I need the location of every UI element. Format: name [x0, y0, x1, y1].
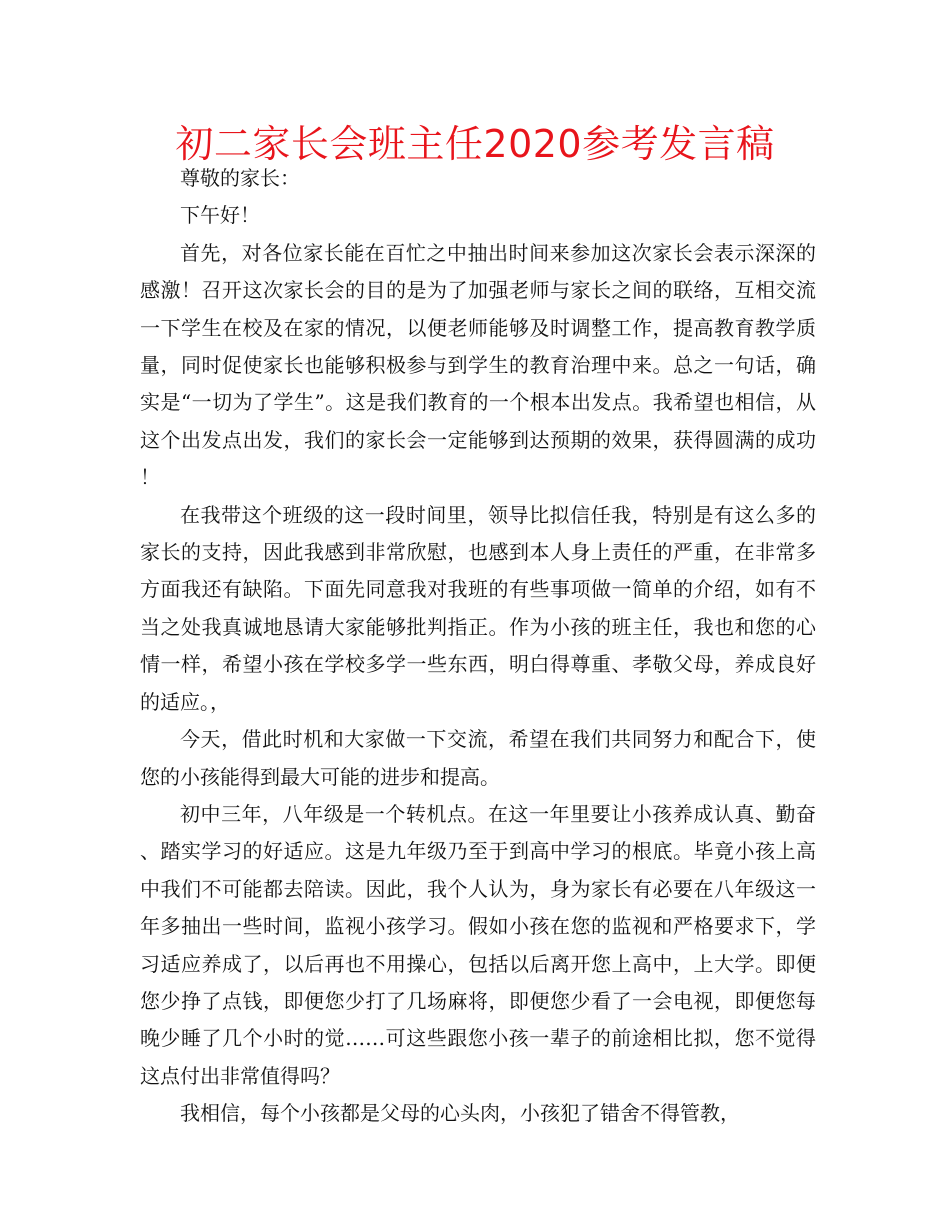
paragraph: 首先，对各位家长能在百忙之中抽出时间来参加这次家长会表示深深的感激！召开这次家长会的目的是为了加强老师与家长之间的联络，互相交流一下学生在校及在家的情况，以便老师能够及时调整工作，提高教育教学质量，同时促使家长也能够积极参与到学生的教育治理中来。总之一句话，确实是“一切为了学生”。这是我们教育的一个根本出发点。我希望也相信，从这个出发点出发，我们的家长会一定能够到达预期的效果，获得圆满的成功！ [140, 240, 816, 490]
document-body [140, 160, 816, 1133]
paragraph: 在我带这个班级的这一段时间里，领导比拟信任我，特别是有这么多的家长的支持，因此我感到非常欣慰，也感到本人身上责任的严重，在非常多方面我还有缺陷。下面先同意我对我班的有些事项做一简单的介绍，如有不当之处我真诚地恳请大家能够批判指正。作为小孩的班主任，我也和您的心情一样，希望小孩在学校多学一些东西，明白得尊重、孝敬父母，养成良好的适应。， [140, 502, 816, 714]
paragraph: 今天，借此时机和大家做一下交流，希望在我们共同努力和配合下，使您的小孩能得到最大可能的进步和提高。 [140, 727, 816, 789]
salutation: 尊敬的家长： [180, 166, 300, 190]
paragraph: 初中三年，八年级是一个转机点。在这一年里要让小孩养成认真、勤奋、踏实学习的好适应。这是九年级乃至于到高中学习的根底。毕竟小孩上高中我们不可能都去陪读。因此，我个人认为，身为家长有必要在八年级这一年多抽出一些时间，监视小孩学习。假如小孩在您的监视和严格要求下，学习适应养成了，以后再也不用操心，包括以后离开您上高中，上大学。即便您少挣了点钱，即便您少打了几场麻将，即便您少看了一会电视，即便您每晚少睡了几个小时的觉……可这些跟您小孩一辈子的前途相比拟，您不觉得这点付出非常值得吗？ [140, 801, 816, 1088]
document-title: 初二家长会班主任2020参考发言稿 [175, 122, 775, 166]
paragraph: 我相信，每个小孩都是父母的心头肉，小孩犯了错舍不得管教， [180, 1101, 740, 1126]
greeting: 下午好！ [180, 203, 260, 228]
